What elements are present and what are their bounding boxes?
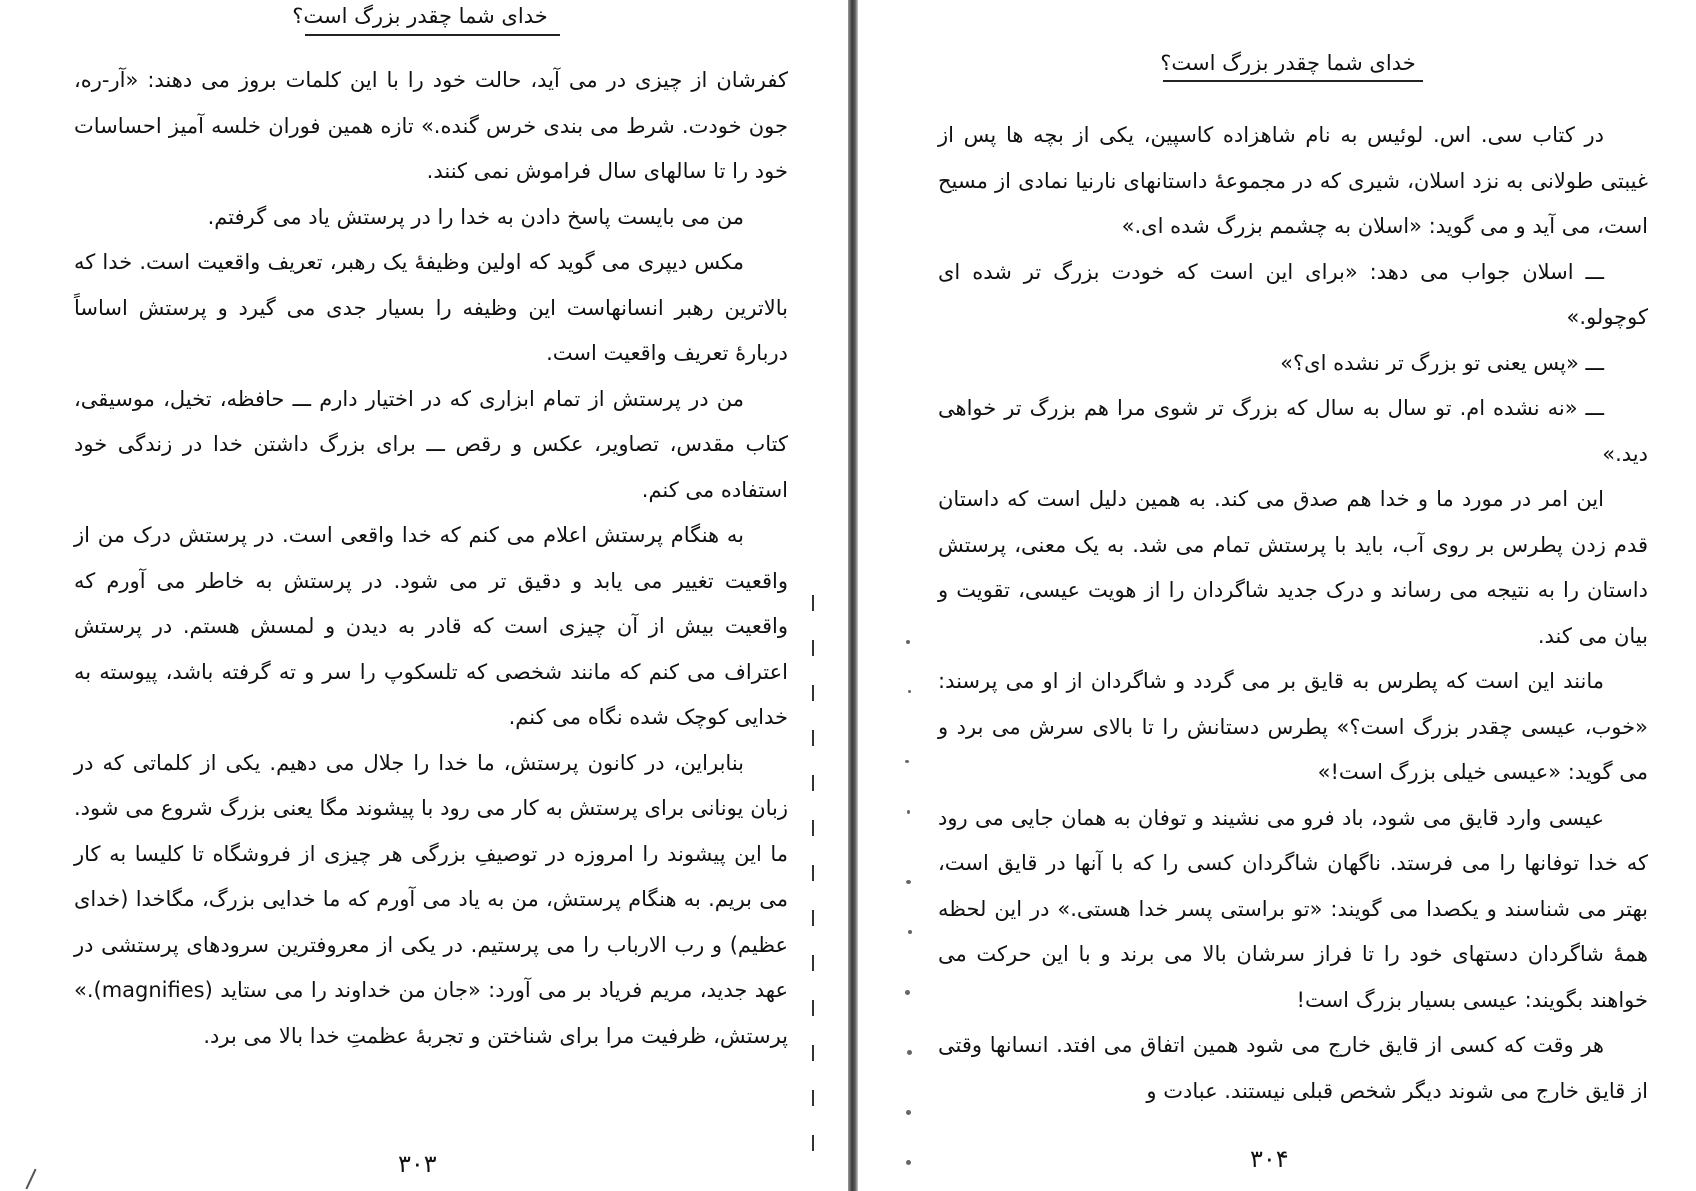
scan-speck [905,760,909,763]
left-paragraph-5: به هنگام پرستش اعلام می کنم که خدا واقعی است. در پرستش درک من از واقعیت تغییر می یابد و دقیق تر می شود. در پرستش به خاطر می آورم که واقعیت بیش از آن چیزی است که قادر به دیدن و لمسش هستم. در پرستش اعتراف می کنم که مانند شخصی که تلسکوپ را سر و ته گرفته باشد، پیوسته به خدایی کوچک شده نگاه می کنم. [74,523,788,729]
left-page-body [74,58,788,1059]
scan-speck [906,1110,911,1115]
scan-speck [906,880,911,884]
left-header-underline [305,34,560,36]
right-header-underline [1163,80,1423,82]
right-page-body [938,113,1648,1114]
scan-speck [906,1160,911,1165]
left-paragraph-3: مکس دیپری می گوید که اولین وظیفهٔ یک رهبر، تعریف واقعیت است. خدا که بالاترین رهبر انسانهاست این وظیفه را بسیار جدی می گیرد و پرستش اساساً دربارهٔ تعریف واقعیت است. [74,250,788,365]
right-page-number: ۳۰۴ [1250,1145,1289,1173]
scan-mark [812,1090,814,1106]
scan-mark [812,730,814,746]
right-paragraph-4: ـــ «نه نشده ام. تو سال به سال که بزرگ تر شوی مرا هم بزرگ تر خواهی دید.» [938,396,1648,466]
scan-mark [812,640,814,656]
scan-speck [908,930,912,934]
left-paragraph-2: من می بایست پاسخ دادن به خدا را در پرستش یاد می گرفتم. [207,204,744,229]
left-page-number: ۳۰۳ [398,1150,437,1178]
scan-mark [812,775,814,791]
scan-mark [812,820,814,836]
scan-mark [25,1169,36,1190]
right-paragraph-3: ـــ «پس یعنی تو بزرگ تر نشده ای؟» [1280,350,1604,375]
right-paragraph-1: در کتاب سی. اس. لوئیس به نام شاهزاده کاسپین، یکی از بچه ها پس از غیبتی طولانی به نزد اسلان، شیری که در مجموعهٔ داستانهای نارنیا نمادی از مسیح است، می آید و می گوید: «اسلان به چشمم بزرگ شده ای.» [938,123,1648,238]
left-page-header: خدای شما چقدر بزرگ است؟ [292,4,548,28]
right-paragraph-5: این امر در مورد ما و خدا هم صدق می کند. به همین دلیل است که داستان قدم زدن پطرس بر روی آب، باید با پرستش تمام می شد. به یک معنی، پرستش داستان را به نتیجه می رساند و درک جدید شاگردان را از هویت عیسی، تقویت و بیان می کند. [938,487,1648,648]
scan-speck [906,640,910,644]
right-paragraph-7: عیسی وارد قایق می شود، باد فرو می نشیند و توفان به همان جایی می رود که خدا توفانها را می فرستد. ناگهان شاگردان کسی را که با آنها در قایق است، بهتر می شناسند و یکصدا می گویند: «تو براستی پسر خدا هستی.» در این لحظه همهٔ شاگردان دستهای خود را تا فراز سرشان بالا می برند و با این حرکت می خواهند بگویند: عیسی بسیار بزرگ است! [938,805,1648,1012]
right-paragraph-8: هر وقت که کسی از قایق خارج می شود همین اتفاق می افتد. انسانها وقتی از قایق خارج می شوند دیگر شخص قبلی نیستند. عبادت و [938,1033,1648,1103]
scan-mark [812,865,814,881]
left-paragraph-6: بنابراین، در کانون پرستش، ما خدا را جلال می دهیم. یکی از کلماتی که در زبان یونانی برای پرستش به کار می رود با پیشوند مگا یعنی بزرگ شروع می شود. ما این پیشوند را امروزه در توصیفِ بزرگی هر چیزی از فروشگاه تا کلیسا به کار می بریم. به هنگام پرستش، من به یاد می آورم که ما خدایی بزرگ، مگاخدا (خدای عظیم) و رب الارباب را می پرستیم. در یکی از معروفترین سرودهای پرستشی در عهد جدید، مریم فریاد بر می آورد: «جان من خداوند را می ستاید (magnifies).» پرستش، ظرفیت مرا برای شناختن و تجربهٔ عظمتِ خدا بالا می برد. [74,750,788,1048]
scan-mark [812,685,814,701]
left-paragraph-1: کفرشان از چیزی در می آید، حالت خود را با این کلمات بروز می دهند: «آر-ره، جون خودت. شرط می بندی خرس گنده.» تازه همین فوران خلسه آمیز احساسات خود را تا سالهای سال فراموش نمی کنند. [74,68,788,183]
scan-mark [812,1000,814,1016]
scan-speck [908,690,911,693]
scan-mark [812,1045,814,1061]
book-spine-gutter [848,0,858,1191]
right-paragraph-6: مانند این است که پطرس به قایق بر می گردد و شاگردان از او می پرسند: «خوب، عیسی چقدر بزرگ است؟» پطرس دستانش را تا بالای سرش می برد و می گوید: «عیسی خیلی بزرگ است!» [938,669,1648,784]
scan-speck [907,1050,912,1055]
scan-mark [812,595,814,611]
scan-mark [812,910,814,926]
right-page [858,0,1696,1191]
scan-mark [812,1135,814,1151]
scan-speck [907,810,910,814]
scan-mark [812,955,814,971]
right-page-header: خدای شما چقدر بزرگ است؟ [1160,51,1416,75]
right-paragraph-2: ـــ اسلان جواب می دهد: «برای این است که خودت بزرگ تر شده ای کوچولو.» [938,259,1648,329]
scan-speck [905,990,910,995]
left-paragraph-4: من در پرستش از تمام ابزاری که در اختیار دارم ـــ حافظه، تخیل، موسیقی، کتاب مقدس، تصاویر، عکس و رقص ـــ برای بزرگ داشتن خدا در زندگی خود استفاده می کنم. [74,386,788,502]
